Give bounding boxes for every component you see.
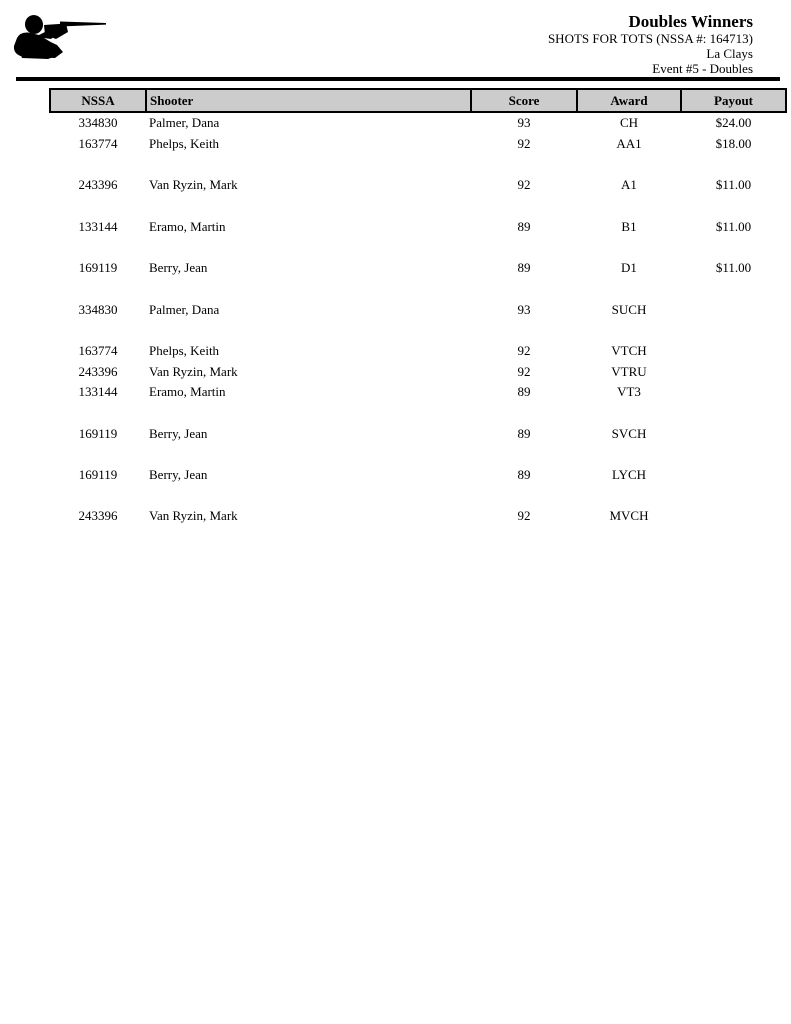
cell-nssa: 169119 <box>78 260 118 276</box>
column-header-score: Score <box>471 89 577 112</box>
report-header <box>548 12 753 76</box>
cell-payout <box>681 506 786 527</box>
cell-award: D1 <box>621 260 637 276</box>
spacer-cell <box>50 154 786 175</box>
cell-shooter: Van Ryzin, Mark <box>149 177 238 193</box>
cell-award: B1 <box>621 218 637 234</box>
cell-score: 93 <box>517 115 531 131</box>
cell-nssa: 169119 <box>78 467 118 483</box>
spacer-row <box>50 403 786 424</box>
cell-shooter: Palmer, Dana <box>149 301 220 317</box>
cell-score: 89 <box>517 384 531 400</box>
cell-nssa: 243396 <box>78 177 118 193</box>
spacer-row <box>50 154 786 175</box>
table-row <box>50 361 786 382</box>
cell-nssa: 334830 <box>78 115 118 131</box>
table-row <box>50 341 786 362</box>
cell-score: 89 <box>517 218 531 234</box>
cell-shooter: Berry, Jean <box>149 467 208 483</box>
spacer-cell <box>50 196 786 217</box>
cell-payout <box>681 382 786 403</box>
cell-award: VT3 <box>617 384 641 400</box>
cell-payout: $24.00 <box>715 115 752 131</box>
cell-payout: $18.00 <box>715 136 752 152</box>
cell-payout <box>681 465 786 486</box>
cell-award: VTRU <box>611 363 647 379</box>
cell-shooter: Van Ryzin, Mark <box>149 363 238 379</box>
cell-award: VTCH <box>611 342 647 358</box>
cell-shooter: Van Ryzin, Mark <box>149 508 238 524</box>
cell-score: 92 <box>517 177 531 193</box>
cell-score: 89 <box>517 425 531 441</box>
column-header-shooter: Shooter <box>146 89 471 112</box>
cell-score: 93 <box>517 301 531 317</box>
cell-award: AA1 <box>616 136 642 152</box>
spacer-row <box>50 320 786 341</box>
cell-payout <box>681 423 786 444</box>
table-row <box>50 506 786 527</box>
winners-table <box>49 88 787 527</box>
cell-award: A1 <box>621 177 637 193</box>
table-row <box>50 465 786 486</box>
cell-shooter: Phelps, Keith <box>149 136 220 152</box>
cell-score: 92 <box>517 508 531 524</box>
table-row <box>50 423 786 444</box>
club-name: La Clays <box>706 45 753 61</box>
cell-shooter: Eramo, Martin <box>149 384 226 400</box>
shoot-name: SHOTS FOR TOTS (NSSA #: 164713) <box>547 31 753 46</box>
table-body <box>50 112 786 527</box>
cell-shooter: Palmer, Dana <box>149 115 220 131</box>
cell-score: 92 <box>517 342 531 358</box>
cell-nssa: 133144 <box>78 218 118 234</box>
cell-score: 92 <box>517 136 531 152</box>
spacer-cell <box>50 444 786 465</box>
table-row <box>50 112 786 134</box>
cell-payout: $11.00 <box>715 177 752 193</box>
cell-nssa: 243396 <box>78 508 118 524</box>
spacer-cell <box>50 485 786 506</box>
table-row <box>50 299 786 320</box>
spacer-cell <box>50 237 786 258</box>
cell-award: CH <box>619 115 639 131</box>
cell-payout <box>681 299 786 320</box>
spacer-cell <box>50 279 786 300</box>
column-header-payout: Payout <box>681 89 786 112</box>
column-header-nssa: NSSA <box>50 89 146 112</box>
table-row <box>50 216 786 237</box>
cell-shooter: Berry, Jean <box>149 260 208 276</box>
spacer-row <box>50 279 786 300</box>
cell-payout <box>681 341 786 362</box>
cell-payout: $11.00 <box>715 218 752 234</box>
header-divider-rule <box>16 77 780 81</box>
cell-award: MVCH <box>609 508 649 524</box>
cell-nssa: 163774 <box>78 136 118 152</box>
cell-payout: $11.00 <box>715 260 752 276</box>
cell-nssa: 169119 <box>78 425 118 441</box>
table-header-row <box>50 89 786 112</box>
cell-award: SUCH <box>611 301 647 317</box>
spacer-row <box>50 196 786 217</box>
cell-payout <box>681 361 786 382</box>
cell-nssa: 133144 <box>78 384 118 400</box>
cell-score: 89 <box>517 260 531 276</box>
cell-shooter: Berry, Jean <box>149 425 208 441</box>
spacer-row <box>50 444 786 465</box>
spacer-row <box>50 237 786 258</box>
cell-nssa: 243396 <box>78 363 118 379</box>
cell-shooter: Eramo, Martin <box>149 218 226 234</box>
cell-nssa: 334830 <box>78 301 118 317</box>
table-row <box>50 382 786 403</box>
spacer-cell <box>50 403 786 424</box>
cell-nssa: 163774 <box>78 342 118 358</box>
table-row <box>50 134 786 155</box>
cell-award: LYCH <box>611 467 647 483</box>
spacer-row <box>50 485 786 506</box>
cell-score: 92 <box>517 363 531 379</box>
cell-award: SVCH <box>611 425 647 441</box>
event-name: Event #5 - Doubles <box>652 60 753 76</box>
table-row <box>50 258 786 279</box>
column-header-award: Award <box>577 89 681 112</box>
cell-score: 89 <box>517 467 531 483</box>
skeet-shooter-icon <box>8 8 108 60</box>
spacer-cell <box>50 320 786 341</box>
table-row <box>50 175 786 196</box>
cell-shooter: Phelps, Keith <box>149 342 220 358</box>
table-head <box>50 89 786 112</box>
page-title: Doubles Winners <box>628 12 753 31</box>
